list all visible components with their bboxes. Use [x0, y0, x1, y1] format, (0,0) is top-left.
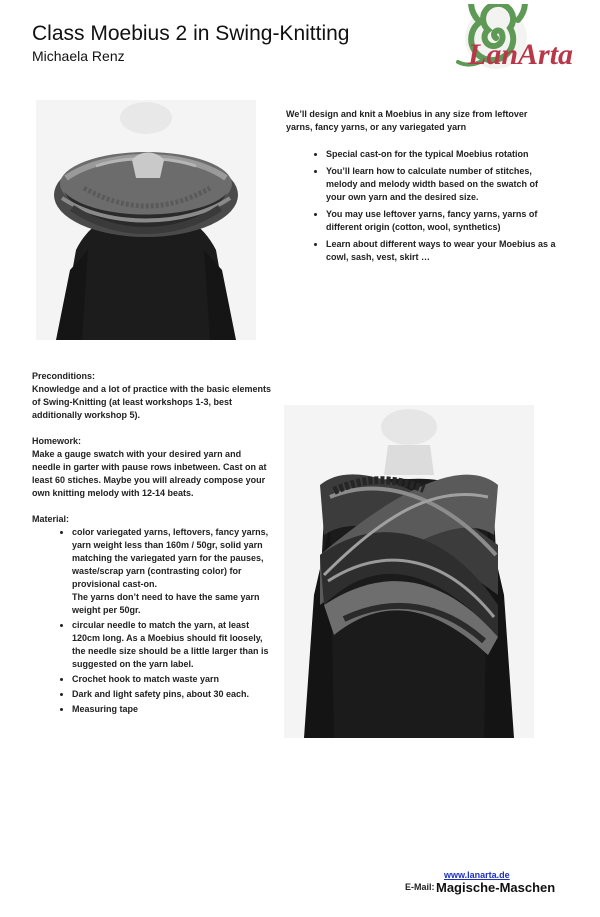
list-item: • You may use leftover yarns, fancy yarns, yarns of different origin (cotton, wool, synthetics) [326, 208, 556, 234]
intro-bullet-list [286, 148, 556, 264]
list-item: • You’ll learn how to calculate number of stitches, melody and melody width based on the swatch of your own yarn and the desired size. [326, 165, 556, 204]
list-item: • Measuring tape [72, 703, 272, 716]
list-item: • circular needle to match the yarn, at least 120cm long. As a Moebius should fit loosely, the needle size should be a little larger than is suggested on the yarn label. [72, 619, 272, 671]
homework-text: Make a gauge swatch with your desired yarn and needle in garter with pause rows inbetween. Cast on at least 60 stiches. Maybe you will already compose your own knitting melody with 12-14 beats. [32, 449, 267, 498]
intro-paragraph: We’ll design and knit a Moebius in any size from leftover yarns, fancy yarns, or any variegated yarn [286, 109, 528, 132]
material-block [32, 513, 272, 716]
list-item: • Dark and light safety pins, about 30 each. [72, 688, 272, 701]
material-list [32, 526, 272, 716]
email-label: E-Mail: [405, 882, 435, 892]
brand-watermark: Magische-Maschen [436, 880, 556, 895]
author-name: Michaela Renz [32, 48, 125, 64]
requirements-section [32, 370, 272, 718]
website-link[interactable]: www.lanarta.de [444, 870, 510, 880]
list-item: • Learn about different ways to wear your Moebius as a cowl, sash, vest, skirt … [326, 238, 556, 264]
moebius-sash-photo [284, 405, 534, 738]
page-title: Class Moebius 2 in Swing-Knitting [32, 22, 350, 45]
intro-section [286, 108, 556, 268]
preconditions-block [32, 370, 272, 422]
list-item: • Special cast-on for the typical Moebius rotation [326, 148, 556, 161]
list-item: • Crochet hook to match waste yarn [72, 673, 272, 686]
homework-block [32, 435, 272, 500]
logo-wordmark: LanArta [468, 38, 574, 71]
lanarta-logo [448, 4, 594, 80]
material-heading: Material: [32, 514, 70, 524]
list-item: • color variegated yarns, leftovers, fancy yarns, yarn weight less than 160m / 50gr, solid yarn matching the variegated yarn for the pauses, waste/scrap yarn (contrasting color) for provisional cast-on. The yarns don’t need to have the same yarn weight per 50gr. [72, 526, 272, 617]
moebius-cowl-photo [36, 100, 256, 340]
homework-heading: Homework: [32, 436, 82, 446]
preconditions-text: Knowledge and a lot of practice with the basic elements of Swing-Knitting (at least workshops 1-3, best additionally workshop 5). [32, 384, 272, 420]
material-note: The yarns don’t need to have the same yarn weight per 50gr. [72, 592, 260, 615]
preconditions-heading: Preconditions: [32, 371, 96, 381]
